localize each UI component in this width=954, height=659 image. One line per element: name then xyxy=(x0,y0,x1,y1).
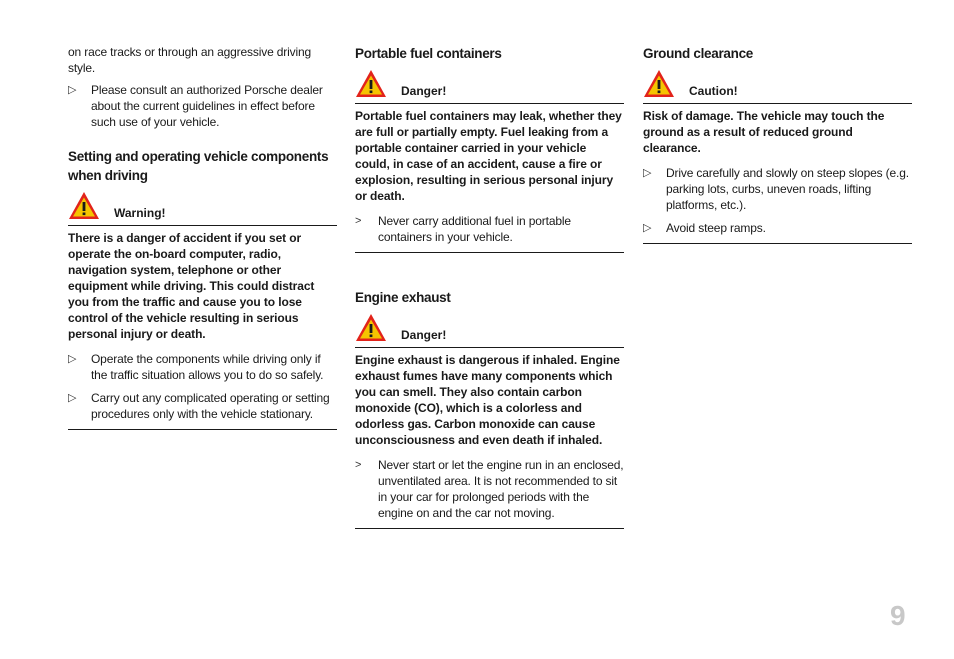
bullet-list xyxy=(355,213,624,245)
warning-text: There is a danger of accident if you set or operate the on-board computer, radio, navigation system, telephone or other equipment while driving. This could distract you from the traffic and cause you to lose control of the vehicle resulting in serious personal injury or death. xyxy=(68,231,315,341)
danger-label: Danger! xyxy=(401,328,447,342)
list-item-text: Operate the components while driving only if the traffic situation allows you to do so safely. xyxy=(91,352,324,382)
section-end-rule xyxy=(355,252,624,253)
section-title-vehicle-components: Setting and operating vehicle components when driving xyxy=(68,149,329,183)
section-title-ground-clearance: Ground clearance xyxy=(643,46,753,61)
section-end-rule xyxy=(68,429,337,430)
danger-label: Danger! xyxy=(401,84,447,98)
triangle-bullet-icon: > xyxy=(355,215,362,227)
list-item xyxy=(355,213,624,245)
list-item-text: Drive carefully and slowly on steep slopes (e.g. parking lots, curbs, uneven roads, lifting platforms, etc.). xyxy=(666,166,909,212)
list-item xyxy=(643,220,912,236)
danger-text: Engine exhaust is dangerous if inhaled. Engine exhaust fumes have many components which you can smell. They also contain carbon monoxide (CO), which is a colorless and odorless gas. Carbon monoxide can cause unconsciousness and even death if inhaled. xyxy=(355,353,620,447)
section-title-engine-exhaust: Engine exhaust xyxy=(355,290,451,305)
list-item-text: Carry out any complicated operating or setting procedures only with the vehicle stationary. xyxy=(91,391,330,421)
list-item-text: Never start or let the engine run in an enclosed, unventilated area. It is not recommended to sit in your car for prolonged periods with the engine on and the car not moving. xyxy=(378,458,624,520)
triangle-bullet-icon: ▷ xyxy=(68,84,77,96)
bullet-list xyxy=(68,351,337,422)
list-item-text: Never carry additional fuel in portable containers in your vehicle. xyxy=(378,214,571,244)
danger-text: Portable fuel containers may leak, whether they are full or partially empty. Fuel leaking from a portable container carried in your vehicle could, in case of an accident, cause a fire or explosion, resulting in serious personal injury or death. xyxy=(355,109,622,203)
warning-triangle-icon xyxy=(68,191,100,220)
triangle-bullet-icon: > xyxy=(355,459,362,471)
caution-header xyxy=(643,67,912,104)
warning-label: Warning! xyxy=(114,206,166,220)
caution-text: Risk of damage. The vehicle may touch the ground as a result of reduced ground clearance. xyxy=(643,109,885,155)
warning-triangle-icon xyxy=(643,69,675,98)
list-item-text: Avoid steep ramps. xyxy=(666,221,766,235)
list-item xyxy=(68,390,337,422)
list-item xyxy=(355,457,624,521)
triangle-bullet-icon: ▷ xyxy=(68,392,77,404)
column-left xyxy=(68,44,337,430)
warning-triangle-icon xyxy=(355,313,387,342)
danger-header xyxy=(355,311,624,348)
column-right xyxy=(643,44,912,244)
column-middle xyxy=(355,44,624,529)
intro-text: on race tracks or through an aggressive driving style. xyxy=(68,45,312,75)
warning-header xyxy=(68,189,337,226)
list-item xyxy=(68,351,337,383)
bullet-list xyxy=(643,165,912,236)
list-item-text: Please consult an authorized Porsche dealer about the current guidelines in effect before such use of your vehicle. xyxy=(91,83,323,129)
section-end-rule xyxy=(355,528,624,529)
bullet-list xyxy=(355,457,624,521)
triangle-bullet-icon: ▷ xyxy=(643,167,652,179)
danger-header xyxy=(355,67,624,104)
warning-triangle-icon xyxy=(355,69,387,98)
caution-label: Caution! xyxy=(689,84,738,98)
list-item xyxy=(68,82,337,130)
section-title-fuel-containers: Portable fuel containers xyxy=(355,46,502,61)
page-number: 9 xyxy=(890,600,906,631)
list-item xyxy=(643,165,912,213)
triangle-bullet-icon: ▷ xyxy=(68,353,77,365)
section-end-rule xyxy=(643,243,912,244)
triangle-bullet-icon: ▷ xyxy=(643,222,652,234)
intro-bullet-list xyxy=(68,82,337,130)
